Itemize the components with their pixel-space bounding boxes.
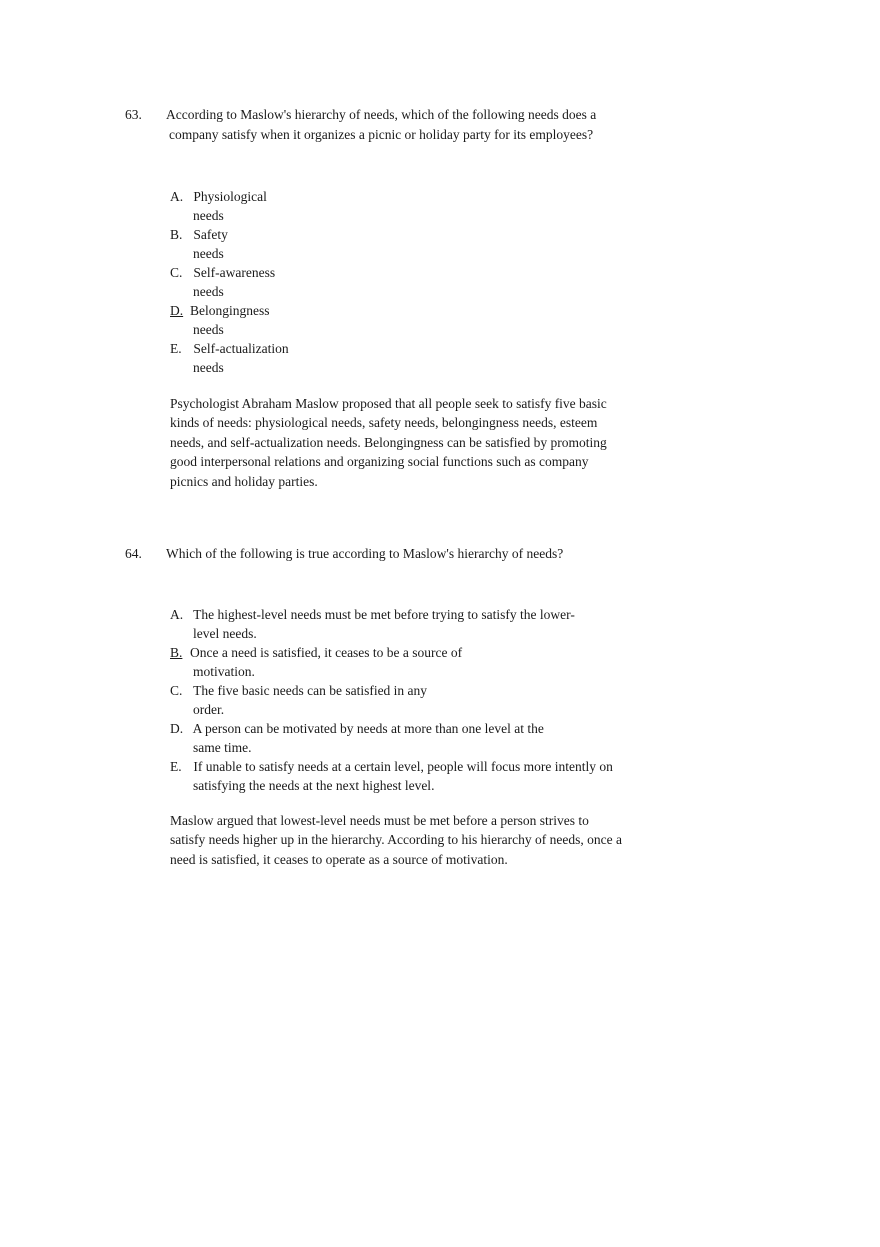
choice-d-correct [170, 301, 665, 339]
explanation-line: satisfy needs higher up in the hierarchy. According to his hierarchy of needs, once a [170, 832, 622, 848]
question-header [125, 105, 665, 145]
choice-text: The five basic needs can be satisfied in any [193, 683, 428, 698]
explanation-line: good interpersonal relations and organizing social functions such as company [170, 454, 589, 470]
choice-text: Physiological [193, 189, 267, 204]
choice-label: B. [170, 227, 183, 242]
choice-text: Safety [193, 227, 228, 242]
choice-text-continued: satisfying the needs at the next highest level. [193, 778, 435, 793]
answer-choices [170, 187, 665, 377]
explanation-line: needs, and self-actualization needs. Belongingness can be satisfied by promoting [170, 434, 607, 450]
choice-label: E. [170, 759, 182, 774]
choice-text: If unable to satisfy needs at a certain level, people will focus more intently on [193, 759, 613, 774]
choice-c [170, 681, 665, 719]
choice-text-continued: needs [193, 322, 224, 337]
choice-text: The highest-level needs must be met before trying to satisfy the lower- [193, 607, 575, 622]
choice-label: E. [170, 341, 182, 356]
question-text [166, 544, 639, 564]
choice-text-continued: needs [193, 208, 224, 223]
choice-label: C. [170, 265, 183, 280]
choice-text: A person can be motivated by needs at more than one level at the [192, 721, 544, 736]
question-64 [125, 544, 665, 869]
choice-text-continued: needs [193, 246, 224, 261]
answer-choices [170, 605, 665, 795]
explanation-line: Psychologist Abraham Maslow proposed that all people seek to satisfy five basic [170, 396, 607, 411]
choice-e [170, 757, 665, 795]
choice-text-continued: order. [193, 702, 225, 717]
choice-text-continued: needs [193, 284, 224, 299]
choice-text: Belongingness [190, 303, 270, 318]
choice-text-continued: same time. [193, 740, 252, 755]
question-63 [125, 105, 665, 491]
question-text-line: According to Maslow's hierarchy of needs, which of the following needs does a [166, 107, 597, 122]
choice-label: A. [170, 607, 184, 622]
choice-text: Once a need is satisfied, it ceases to be a source of [190, 645, 463, 660]
choice-d [170, 719, 665, 757]
choice-text: Self-awareness [193, 265, 276, 280]
choice-a [170, 605, 665, 643]
question-text-line: Which of the following is true according to Maslow's hierarchy of needs? [166, 546, 564, 561]
choice-label: D. [170, 721, 184, 736]
question-text-line: company satisfy when it organizes a picnic or holiday party for its employees? [169, 127, 594, 142]
explanation-line: Maslow argued that lowest-level needs must be met before a person strives to [170, 813, 589, 828]
choice-label: C. [170, 683, 183, 698]
explanation-line: picnics and holiday parties. [170, 473, 318, 489]
choice-text-continued: level needs. [193, 626, 257, 641]
answer-explanation [170, 811, 650, 869]
choice-text-continued: needs [193, 360, 224, 375]
choice-text: Self-actualization [193, 341, 289, 356]
choice-c [170, 263, 665, 301]
choice-text-continued: motivation. [193, 664, 255, 679]
question-header [125, 544, 665, 564]
explanation-line: kinds of needs: physiological needs, safety needs, belongingness needs, esteem [170, 415, 598, 431]
choice-label-correct: B. [170, 645, 183, 660]
answer-explanation [170, 394, 650, 491]
choice-a [170, 187, 665, 225]
choice-label-correct: D. [170, 303, 184, 318]
choice-e [170, 339, 665, 377]
choice-b-correct [170, 643, 665, 681]
question-number: 64. [125, 546, 142, 561]
choice-b [170, 225, 665, 263]
choice-label: A. [170, 189, 184, 204]
question-number: 63. [125, 107, 142, 122]
question-text [166, 105, 639, 145]
explanation-line: need is satisfied, it ceases to operate as a source of motivation. [170, 851, 508, 867]
